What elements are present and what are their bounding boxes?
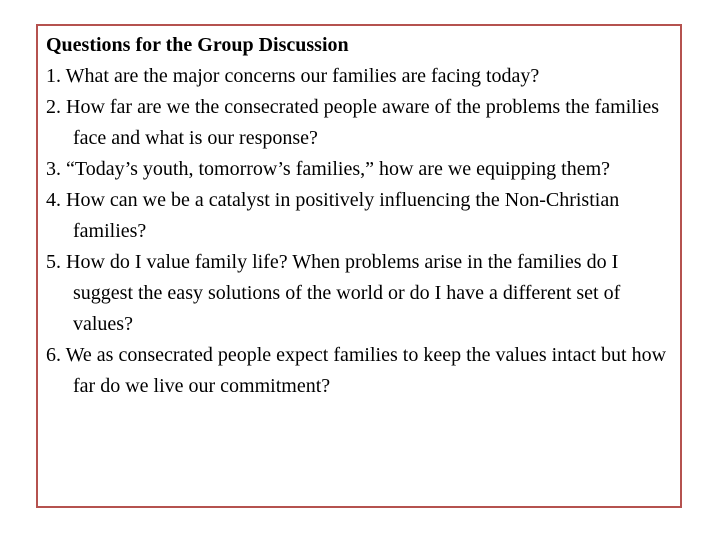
question-number: 3.: [46, 158, 61, 180]
discussion-box: [36, 24, 682, 508]
question-item: [46, 340, 674, 402]
question-text: How far are we the consecrated people aware of the problems the families face and what is our response?: [66, 96, 660, 149]
question-text: “Today’s youth, tomorrow’s families,” how are we equipping them?: [66, 158, 611, 180]
question-text: How do I value family life? When problems arise in the families do I suggest the easy solutions of the world or do I have a different set of values?: [66, 251, 621, 335]
question-number: 2.: [46, 96, 66, 118]
discussion-title: Questions for the Group Discussion: [46, 34, 349, 56]
question-item: [46, 185, 674, 247]
discussion-content: [46, 30, 674, 402]
question-number: 6.: [46, 344, 61, 366]
question-number: 5.: [46, 251, 61, 273]
question-number: 1.: [46, 65, 61, 87]
question-item: [46, 154, 674, 185]
question-text: How can we be a catalyst in positively influencing the Non-Christian families?: [66, 189, 620, 242]
question-item: [46, 247, 674, 340]
question-text: What are the major concerns our families are facing today?: [65, 65, 540, 87]
question-item: [46, 92, 674, 154]
question-number: 4.: [46, 189, 61, 211]
question-item: [46, 61, 674, 92]
question-text: We as consecrated people expect families to keep the values intact but how far do we live our commitment?: [65, 344, 667, 397]
